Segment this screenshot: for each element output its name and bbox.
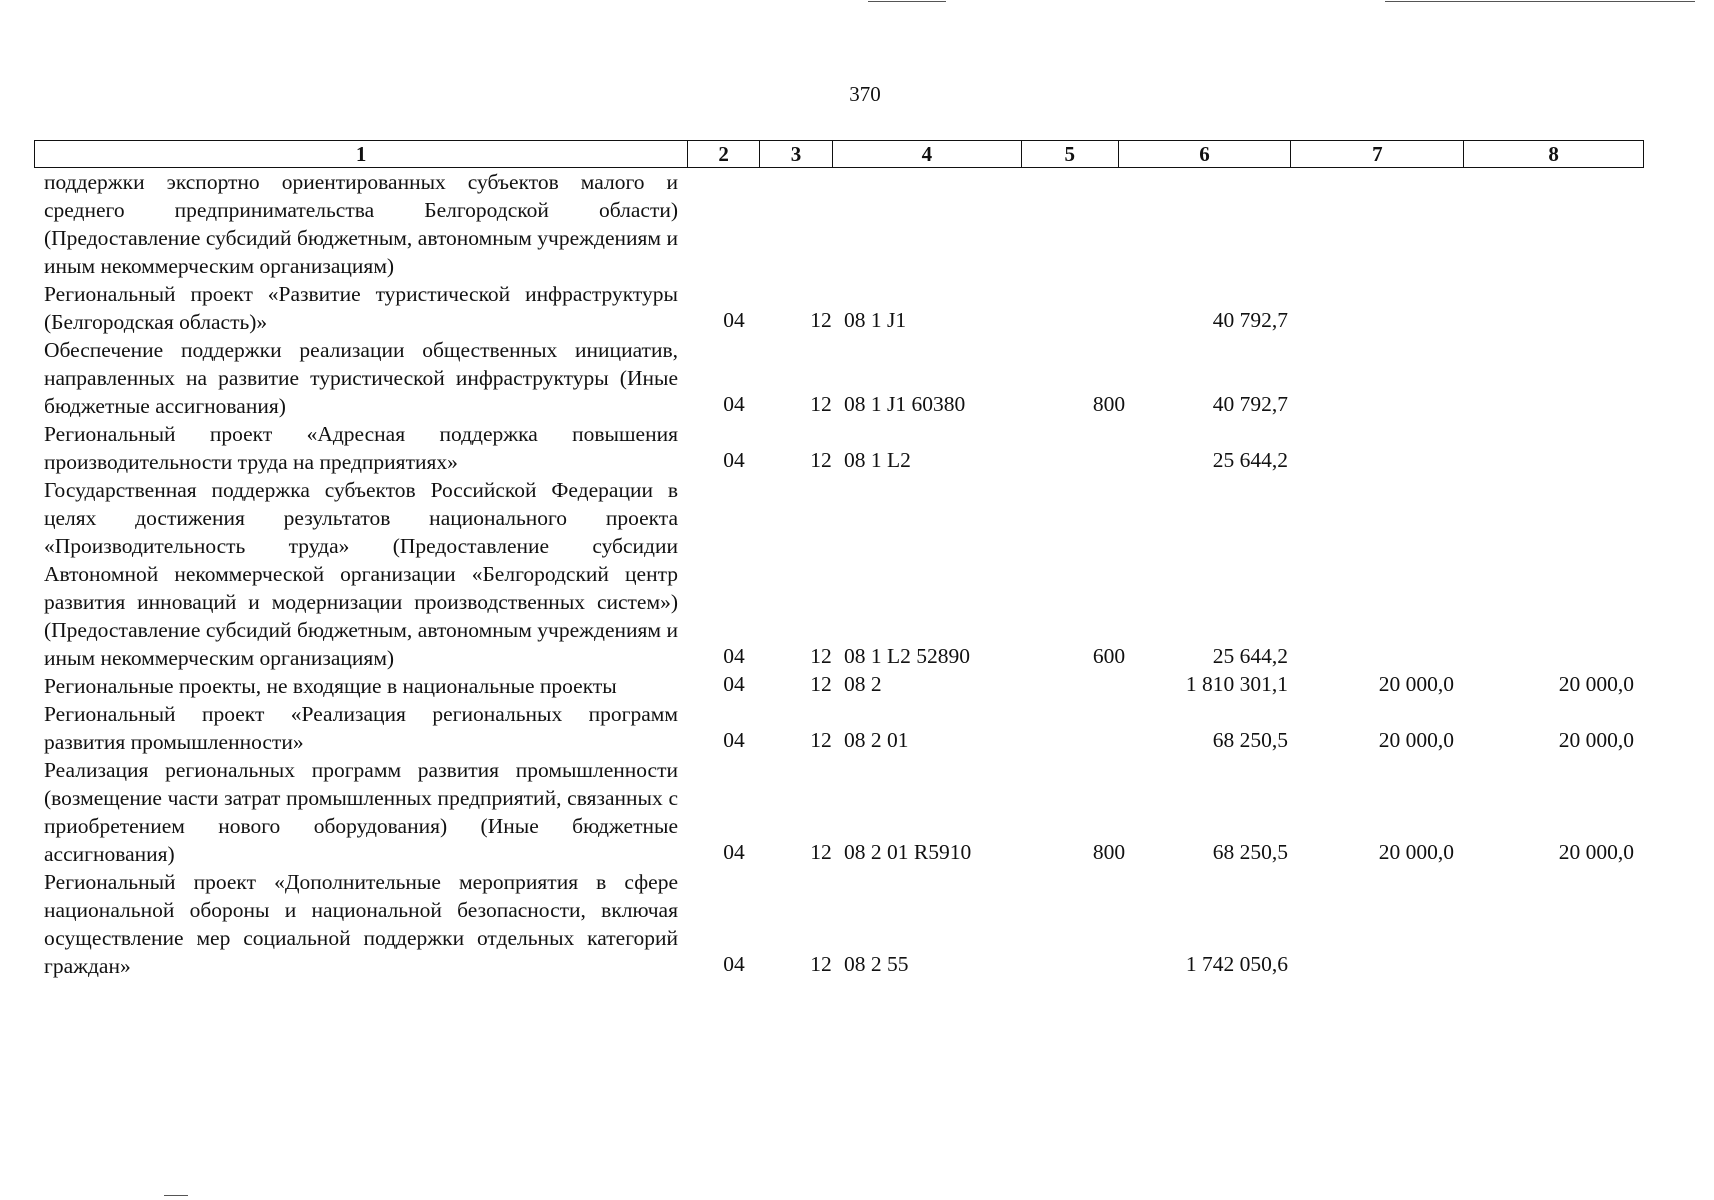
cell-section: 04: [723, 448, 745, 472]
row-description: Региональный проект «Развитие туристической инфраструктуры (Белгородская область)»: [44, 282, 678, 334]
table-row: [44, 672, 1644, 700]
scan-mark-top-right: [1385, 1, 1695, 2]
column-header-3: 3: [760, 141, 833, 167]
cell-subsection: 12: [810, 392, 832, 416]
table-row: [44, 280, 1644, 336]
row-description: Региональный проект «Адресная поддержка повышения производительности труда на предприятиях»: [44, 422, 678, 474]
column-header-7: 7: [1291, 141, 1464, 167]
table-row: [44, 476, 1644, 672]
row-description: Региональные проекты, не входящие в национальные проекты: [44, 674, 617, 698]
table-row: [44, 420, 1644, 476]
cell-section: 04: [723, 644, 745, 668]
cell-amount-col7: 20 000,0: [1378, 672, 1454, 696]
column-header-1: 1: [35, 141, 688, 167]
cell-amount-col6: 25 644,2: [1212, 644, 1288, 668]
cell-target-article: 08 1 J1: [844, 308, 907, 332]
cell-amount-col6: 1 810 301,1: [1185, 672, 1288, 696]
cell-amount-col6: 40 792,7: [1212, 308, 1288, 332]
cell-target-article: 08 1 J1 60380: [844, 392, 966, 416]
cell-amount-col7: 20 000,0: [1378, 728, 1454, 752]
cell-amount-col8: 20 000,0: [1558, 672, 1634, 696]
row-description: Государственная поддержка субъектов Российской Федерации в целях достижения результатов национального проекта «Производительность труда» (Предоставление субсидии Автономной некоммерческой организации «Белгородский центр развития инноваций и модернизации производственных систем») (Предоставление субсидий бюджетным, автономным учреждениям и иным некоммерческим организациям): [44, 478, 678, 670]
cell-target-article: 08 2: [844, 672, 882, 696]
table-row: [44, 700, 1644, 756]
cell-section: 04: [723, 728, 745, 752]
cell-target-article: 08 2 55: [844, 952, 909, 976]
cell-target-article: 08 2 01 R5910: [844, 840, 972, 864]
cell-expense-type: 800: [1092, 392, 1126, 416]
cell-amount-col7: 20 000,0: [1378, 840, 1454, 864]
cell-section: 04: [723, 952, 745, 976]
cell-section: 04: [723, 672, 745, 696]
column-header-5: 5: [1022, 141, 1119, 167]
budget-table-body: [44, 168, 1644, 980]
column-header-6: 6: [1119, 141, 1292, 167]
table-row: [44, 868, 1644, 980]
cell-subsection: 12: [810, 644, 832, 668]
cell-expense-type: 800: [1092, 840, 1126, 864]
row-description: Обеспечение поддержки реализации общественных инициатив, направленных на развитие туристической инфраструктуры (Иные бюджетные ассигнования): [44, 338, 678, 418]
cell-amount-col6: 25 644,2: [1212, 448, 1288, 472]
cell-amount-col6: 1 742 050,6: [1185, 952, 1288, 976]
column-number-header: [34, 140, 1644, 168]
cell-amount-col6: 68 250,5: [1212, 728, 1288, 752]
row-description: Региональный проект «Реализация региональных программ развития промышленности»: [44, 702, 678, 754]
cell-subsection: 12: [810, 448, 832, 472]
cell-subsection: 12: [810, 308, 832, 332]
table-row: [44, 336, 1644, 420]
cell-subsection: 12: [810, 952, 832, 976]
cell-target-article: 08 2 01: [844, 728, 909, 752]
cell-amount-col6: 68 250,5: [1212, 840, 1288, 864]
column-header-4: 4: [833, 141, 1022, 167]
scan-mark-top-left: [868, 1, 946, 2]
cell-subsection: 12: [810, 840, 832, 864]
row-description: Реализация региональных программ развития промышленности (возмещение части затрат промышленных предприятий, связанных с приобретением нового оборудования) (Иные бюджетные ассигнования): [44, 758, 678, 866]
table-row: [44, 756, 1644, 868]
cell-subsection: 12: [810, 672, 832, 696]
cell-amount-col6: 40 792,7: [1212, 392, 1288, 416]
cell-section: 04: [723, 392, 745, 416]
cell-section: 04: [723, 308, 745, 332]
row-description: Региональный проект «Дополнительные мероприятия в сфере национальной обороны и национальной безопасности, включая осуществление мер социальной поддержки отдельных категорий граждан»: [44, 870, 678, 978]
column-header-8: 8: [1548, 142, 1559, 166]
cell-section: 04: [723, 840, 745, 864]
row-description: поддержки экспортно ориентированных субъектов малого и среднего предпринимательства Белгородской области) (Предоставление субсидий бюджетным, автономным учреждениям и иным некоммерческим организациям): [44, 170, 678, 278]
cell-target-article: 08 1 L2: [844, 448, 911, 472]
cell-target-article: 08 1 L2 52890: [844, 644, 971, 668]
page-number: 370: [849, 82, 881, 106]
table-row: [44, 168, 1644, 280]
cell-amount-col8: 20 000,0: [1558, 840, 1634, 864]
cell-subsection: 12: [810, 728, 832, 752]
column-header-2: 2: [688, 141, 760, 167]
cell-amount-col8: 20 000,0: [1558, 728, 1634, 752]
scan-mark-bottom-left: [164, 1195, 188, 1196]
cell-expense-type: 600: [1092, 644, 1126, 668]
